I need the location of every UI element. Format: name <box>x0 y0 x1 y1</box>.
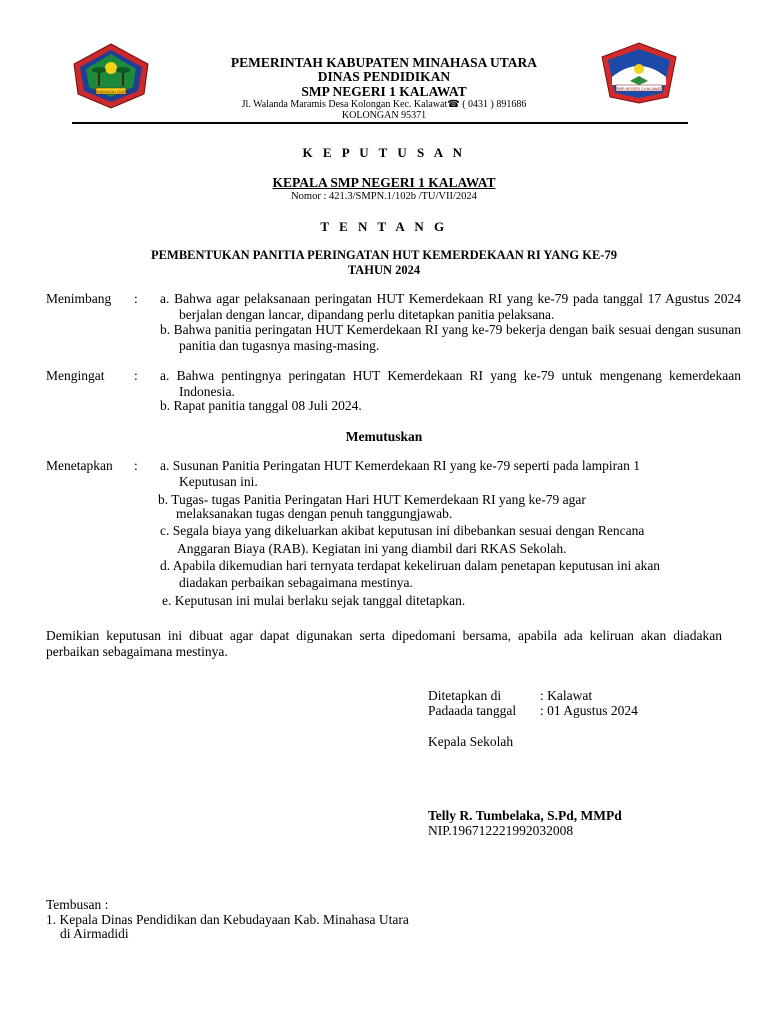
date-label: Padaada tanggal <box>428 703 517 718</box>
left-logo-banner: MINAHASA UTARA <box>93 89 129 94</box>
menimbang-item-b: b. Bahwa panitia peringatan HUT Kemerdekaan RI yang ke-79 bekerja dengan baik sesuai dengan susunan panitia dan tugasnya masing-masing. <box>160 322 741 353</box>
menetapkan-label: Menetapkan <box>46 458 113 473</box>
place-value: : Kalawat <box>540 688 593 703</box>
mengingat-colon: : <box>134 368 138 383</box>
tembusan-item-1: 1. Kepala Dinas Pendidikan dan Kebudayaan Kab. Minahasa Utara <box>46 912 409 927</box>
menetapkan-item-c-cont: Anggaran Biaya (RAB). Kegiatan ini yang diambil dari RKAS Sekolah. <box>177 541 567 556</box>
menetapkan-colon: : <box>134 458 138 473</box>
menetapkan-item-b: b. Tugas- tugas Panitia Peringatan Hari HUT Kemerdekaan RI yang ke-79 agar <box>158 492 586 507</box>
tembusan-item-1-location: di Airmadidi <box>60 926 129 941</box>
menimbang-label: Menimbang <box>46 291 112 306</box>
menimbang-item-a: a. Bahwa agar pelaksanaan peringatan HUT Kemerdekaan RI yang ke-79 pada tanggal 17 Agustus 2024 berjalan dengan lancar, dipandang perlu ditetapkan panitia pelaksana. <box>160 291 741 322</box>
letterhead-line2: DINAS PENDIDIKAN <box>317 69 451 84</box>
document-number: Nomor : 421.3/SMPN.1/102b /TU/VII/2024 <box>291 191 477 202</box>
letterhead-address: Jl. Walanda Maramis Desa Kolongan Kec. Kalawat☎ ( 0431 ) 891686 <box>241 99 527 110</box>
signer-position: Kepala Sekolah <box>428 734 514 749</box>
mengingat-item-b: b. Rapat panitia tanggal 08 Juli 2024. <box>160 398 362 413</box>
right-logo-banner: SMP NEGERI 1 KALAWAT <box>616 87 662 91</box>
tembusan-label: Tembusan : <box>46 897 109 912</box>
issuer-title: KEPALA SMP NEGERI 1 KALAWAT <box>272 175 496 190</box>
date-value: : 01 Agustus 2024 <box>540 703 638 718</box>
mengingat-item-a: a. Bahwa pentingnya peringatan HUT Kemerdekaan RI yang ke-79 untuk mengenang kemerdekaan Indonesia. <box>160 368 741 399</box>
menetapkan-item-e: e. Keputusan ini mulai berlaku sejak tanggal ditetapkan. <box>162 593 466 608</box>
menetapkan-item-d-cont: diadakan perbaikan sebagaimana mestinya. <box>179 575 413 590</box>
place-label: Ditetapkan di <box>428 688 502 703</box>
doc-type-title: K E P U T U S A N <box>302 145 466 160</box>
menetapkan-item-a-cont: Keputusan ini. <box>179 474 258 489</box>
letterhead-line3: SMP NEGERI 1 KALAWAT <box>301 84 467 99</box>
letterhead-address2: KOLONGAN 95371 <box>341 110 427 121</box>
menetapkan-item-b-cont: melaksanakan tugas dengan penuh tanggungjawab. <box>176 506 453 521</box>
menetapkan-item-a: a. Susunan Panitia Peringatan HUT Kemerdekaan RI yang ke-79 seperti pada lampiran 1 <box>160 458 640 473</box>
menimbang-colon: : <box>134 291 138 306</box>
signer-nip: NIP.196712221992032008 <box>428 823 574 838</box>
subject-line-2: TAHUN 2024 <box>347 263 421 277</box>
subject-line-1: PEMBENTUKAN PANITIA PERINGATAN HUT KEMERDEKAAN RI YANG KE-79 <box>151 248 617 262</box>
signer-name: Telly R. Tumbelaka, S.Pd, MMPd <box>428 808 622 823</box>
letterhead-line1: PEMERINTAH KABUPATEN MINAHASA UTARA <box>230 55 538 70</box>
mengingat-label: Mengingat <box>46 368 105 383</box>
closing-paragraph: Demikian keputusan ini dibuat agar dapat digunakan serta dipedomani bersama, apabila ada keliruan akan diadakan perbaikan sebagaimana mestinya. <box>46 628 722 659</box>
menetapkan-item-c: c. Segala biaya yang dikeluarkan akibat keputusan ini dibebankan sesuai dengan Rencana <box>160 523 645 538</box>
memutuskan-heading: Memutuskan <box>345 429 423 444</box>
menetapkan-item-d: d. Apabila dikemudian hari ternyata terdapat kekeliruan dalam penetapan keputusan ini akan <box>160 558 661 573</box>
letterhead-divider <box>72 122 688 124</box>
tentang-heading: T E N T A N G <box>320 219 448 234</box>
